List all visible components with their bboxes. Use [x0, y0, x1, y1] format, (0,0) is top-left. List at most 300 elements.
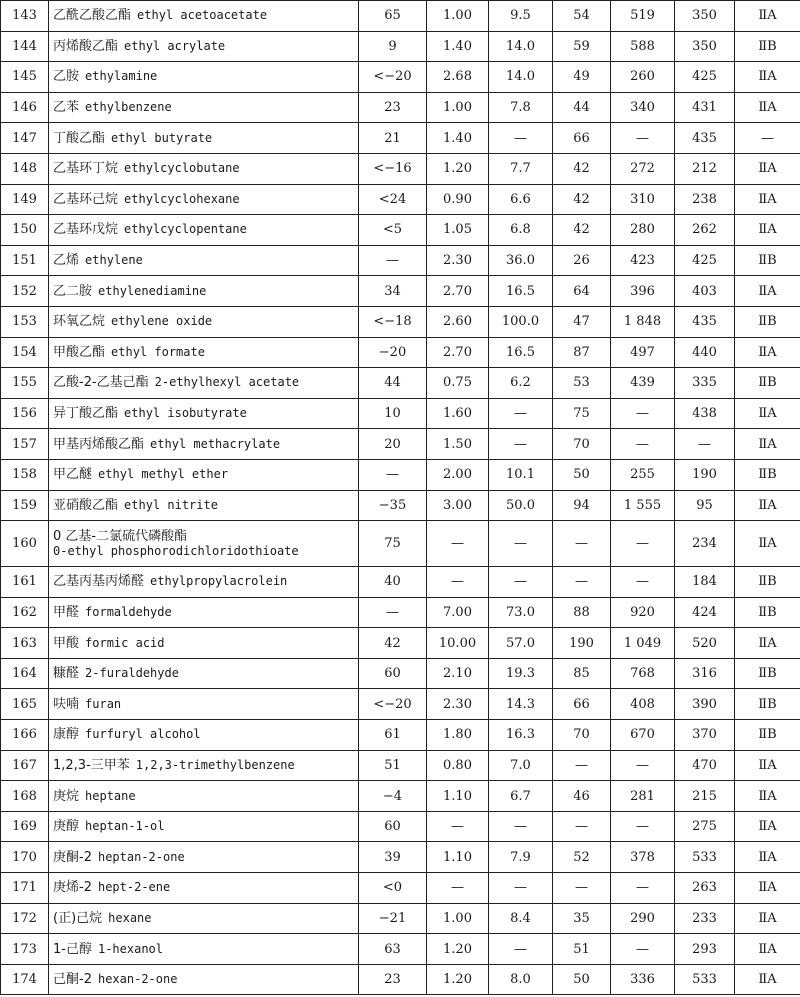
english-name: ethyl butyrate — [111, 130, 213, 145]
value-col-2: 1.10 — [427, 842, 489, 873]
value-col-7: ⅡB — [735, 459, 800, 490]
table-row — [1, 92, 800, 123]
value-col-1: <−16 — [359, 153, 427, 184]
value-col-1: <5 — [359, 215, 427, 246]
table-row — [1, 964, 800, 995]
value-col-5: 423 — [611, 245, 675, 276]
value-col-7: ⅡB — [735, 597, 800, 628]
value-col-5: 670 — [611, 720, 675, 751]
value-col-1: <−20 — [359, 62, 427, 93]
value-col-4: 44 — [553, 92, 611, 123]
value-col-7: ⅡA — [735, 873, 800, 904]
english-name: ethyl formate — [111, 344, 205, 359]
value-col-6: 95 — [675, 490, 735, 521]
value-col-2: 1.00 — [427, 903, 489, 934]
substance-name — [49, 842, 359, 873]
chinese-name: 甲乙醚 — [53, 467, 93, 483]
row-number: 170 — [1, 842, 49, 873]
value-col-5: — — [611, 398, 675, 429]
value-col-2: 2.68 — [427, 62, 489, 93]
value-col-5: 497 — [611, 337, 675, 368]
value-col-7: ⅡA — [735, 750, 800, 781]
value-col-4: — — [553, 750, 611, 781]
value-col-4: 35 — [553, 903, 611, 934]
row-number: 144 — [1, 31, 49, 62]
value-col-6: 435 — [675, 123, 735, 154]
value-col-6: 350 — [675, 1, 735, 32]
value-col-2: 1.00 — [427, 1, 489, 32]
value-col-7: ⅡA — [735, 521, 800, 567]
value-col-6: 403 — [675, 276, 735, 307]
value-col-6: 215 — [675, 781, 735, 812]
substance-name — [49, 567, 359, 598]
table-row — [1, 567, 800, 598]
chinese-name: 乙二胺 — [53, 283, 93, 299]
value-col-1: 63 — [359, 934, 427, 965]
chinese-name: 乙基丙基丙烯醛 — [53, 574, 145, 590]
value-col-4: 50 — [553, 459, 611, 490]
value-col-5: 1 848 — [611, 306, 675, 337]
value-col-4: 94 — [553, 490, 611, 521]
table-row — [1, 123, 800, 154]
value-col-4: 42 — [553, 184, 611, 215]
table-row — [1, 245, 800, 276]
value-col-5: 378 — [611, 842, 675, 873]
value-col-2: 1.10 — [427, 781, 489, 812]
row-number: 163 — [1, 628, 49, 659]
value-col-4: 88 — [553, 597, 611, 628]
value-col-3: 6.2 — [489, 368, 553, 399]
row-number: 167 — [1, 750, 49, 781]
value-col-1: −4 — [359, 781, 427, 812]
value-col-6: 435 — [675, 306, 735, 337]
value-col-2: 1.20 — [427, 153, 489, 184]
row-number: 161 — [1, 567, 49, 598]
value-col-3: 8.0 — [489, 964, 553, 995]
substance-name — [49, 720, 359, 751]
value-col-2: 2.60 — [427, 306, 489, 337]
english-name: 2-furaldehyde — [85, 666, 179, 681]
english-name: formic acid — [85, 635, 165, 650]
value-col-3: 10.1 — [489, 459, 553, 490]
value-col-5: 272 — [611, 153, 675, 184]
value-col-4: 26 — [553, 245, 611, 276]
value-col-6: 262 — [675, 215, 735, 246]
value-col-3: 16.5 — [489, 337, 553, 368]
table-row — [1, 31, 800, 62]
value-col-3: 8.4 — [489, 903, 553, 934]
value-col-5: — — [611, 123, 675, 154]
row-number: 151 — [1, 245, 49, 276]
value-col-7: ⅡB — [735, 368, 800, 399]
substance-name — [49, 658, 359, 689]
value-col-1: <−18 — [359, 306, 427, 337]
english-name: ethylcyclobutane — [124, 161, 240, 176]
value-col-6: 425 — [675, 62, 735, 93]
value-col-6: 431 — [675, 92, 735, 123]
chinese-name: 庚烷 — [53, 788, 80, 804]
value-col-7: ⅡA — [735, 337, 800, 368]
value-col-1: 23 — [359, 92, 427, 123]
value-col-7: ⅡB — [735, 31, 800, 62]
row-number: 164 — [1, 658, 49, 689]
value-col-5: 260 — [611, 62, 675, 93]
value-col-5: — — [611, 873, 675, 904]
value-col-4: — — [553, 873, 611, 904]
value-col-3: 19.3 — [489, 658, 553, 689]
value-col-5: 336 — [611, 964, 675, 995]
value-col-4: 42 — [553, 215, 611, 246]
table-body — [1, 1, 800, 995]
value-col-3: 6.6 — [489, 184, 553, 215]
value-col-1: −20 — [359, 337, 427, 368]
value-col-4: 47 — [553, 306, 611, 337]
substance-name — [49, 964, 359, 995]
table-row — [1, 720, 800, 751]
value-col-6: 293 — [675, 934, 735, 965]
value-col-3: 6.7 — [489, 781, 553, 812]
value-col-7: ⅡA — [735, 903, 800, 934]
value-col-6: 533 — [675, 964, 735, 995]
table-row — [1, 184, 800, 215]
table-row — [1, 153, 800, 184]
value-col-7: ⅡA — [735, 842, 800, 873]
value-col-7: ⅡA — [735, 184, 800, 215]
value-col-3: — — [489, 873, 553, 904]
value-col-4: 52 — [553, 842, 611, 873]
substance-name — [49, 521, 359, 567]
table-row — [1, 1, 800, 32]
value-col-3: 73.0 — [489, 597, 553, 628]
value-col-1: 20 — [359, 429, 427, 460]
row-number: 160 — [1, 521, 49, 567]
chinese-name: 亚硝酸乙酯 — [53, 497, 119, 513]
value-col-3: — — [489, 398, 553, 429]
english-name: hept-2-ene — [97, 880, 171, 895]
value-col-1: 40 — [359, 567, 427, 598]
substance-name — [49, 92, 359, 123]
table-row — [1, 597, 800, 628]
value-col-5: 439 — [611, 368, 675, 399]
english-name: heptan-1-ol — [85, 819, 165, 834]
english-name: hexane — [108, 910, 152, 925]
value-col-1: 9 — [359, 31, 427, 62]
value-col-4: 87 — [553, 337, 611, 368]
table-row — [1, 62, 800, 93]
substance-name — [49, 811, 359, 842]
table-row — [1, 215, 800, 246]
value-col-2: 2.30 — [427, 689, 489, 720]
table-row — [1, 521, 800, 567]
value-col-2: 0.80 — [427, 750, 489, 781]
value-col-2: 1.80 — [427, 720, 489, 751]
value-col-7: ⅡA — [735, 398, 800, 429]
row-number: 156 — [1, 398, 49, 429]
value-col-4: 46 — [553, 781, 611, 812]
value-col-2: — — [427, 521, 489, 567]
row-number: 153 — [1, 306, 49, 337]
english-name: ethyl nitrite — [124, 497, 218, 512]
value-col-3: — — [489, 567, 553, 598]
substance-name — [49, 306, 359, 337]
value-col-6: 184 — [675, 567, 735, 598]
substance-name — [49, 689, 359, 720]
value-col-3: — — [489, 123, 553, 154]
value-col-6: 233 — [675, 903, 735, 934]
chinese-name: 1-己醇 — [53, 941, 92, 957]
value-col-3: — — [489, 934, 553, 965]
value-col-3: 100.0 — [489, 306, 553, 337]
value-col-1: 44 — [359, 368, 427, 399]
value-col-6: 390 — [675, 689, 735, 720]
value-col-1: 60 — [359, 811, 427, 842]
value-col-7: ⅡB — [735, 306, 800, 337]
english-name: furan — [85, 696, 122, 711]
chinese-name: 乙酸-2-乙基己酯 — [53, 375, 149, 391]
english-name: ethylbenzene — [85, 100, 172, 115]
chinese-name: 乙酰乙酸乙酯 — [53, 8, 132, 24]
value-col-2: 1.20 — [427, 964, 489, 995]
substance-name — [49, 459, 359, 490]
value-col-7: — — [735, 123, 800, 154]
chinese-name: 己酮-2 — [53, 972, 92, 988]
value-col-2: 1.40 — [427, 31, 489, 62]
value-col-6: 438 — [675, 398, 735, 429]
value-col-6: 212 — [675, 153, 735, 184]
substance-name — [49, 31, 359, 62]
value-col-5: — — [611, 811, 675, 842]
row-number: 173 — [1, 934, 49, 965]
chinese-name: (正)己烷 — [53, 910, 103, 926]
value-col-2: 2.30 — [427, 245, 489, 276]
value-col-5: 1 049 — [611, 628, 675, 659]
value-col-4: 64 — [553, 276, 611, 307]
row-number: 172 — [1, 903, 49, 934]
value-col-1: −21 — [359, 903, 427, 934]
table-row — [1, 429, 800, 460]
table-row — [1, 934, 800, 965]
value-col-5: 588 — [611, 31, 675, 62]
value-col-6: — — [675, 429, 735, 460]
value-col-1: <0 — [359, 873, 427, 904]
english-name: ethyl acrylate — [124, 38, 226, 53]
value-col-2: 3.00 — [427, 490, 489, 521]
chinese-name: 康醇 — [53, 727, 80, 743]
row-number: 149 — [1, 184, 49, 215]
chinese-name: 乙基环丁烷 — [53, 161, 119, 177]
chinese-name: 丙烯酸乙酯 — [53, 38, 119, 54]
substance-name — [49, 750, 359, 781]
value-col-2: — — [427, 567, 489, 598]
row-number: 147 — [1, 123, 49, 154]
value-col-2: 2.00 — [427, 459, 489, 490]
value-col-2: — — [427, 873, 489, 904]
table-row — [1, 337, 800, 368]
chinese-name: 庚酮-2 — [53, 849, 92, 865]
value-col-7: ⅡB — [735, 567, 800, 598]
value-col-3: 7.9 — [489, 842, 553, 873]
value-col-1: <24 — [359, 184, 427, 215]
value-col-5: — — [611, 429, 675, 460]
value-col-7: ⅡA — [735, 153, 800, 184]
value-col-3: 36.0 — [489, 245, 553, 276]
english-name: 1,2,3-trimethylbenzene — [135, 757, 295, 772]
value-col-6: 520 — [675, 628, 735, 659]
value-col-7: ⅡA — [735, 215, 800, 246]
value-col-7: ⅡB — [735, 689, 800, 720]
value-col-2: 2.70 — [427, 337, 489, 368]
value-col-4: 70 — [553, 720, 611, 751]
value-col-2: 1.20 — [427, 934, 489, 965]
value-col-6: 440 — [675, 337, 735, 368]
value-col-5: 290 — [611, 903, 675, 934]
table-row — [1, 368, 800, 399]
row-number: 157 — [1, 429, 49, 460]
value-col-6: 424 — [675, 597, 735, 628]
value-col-5: — — [611, 934, 675, 965]
value-col-3: — — [489, 521, 553, 567]
value-col-1: −35 — [359, 490, 427, 521]
value-col-3: — — [489, 811, 553, 842]
substance-name — [49, 337, 359, 368]
table-row — [1, 781, 800, 812]
value-col-2: 1.40 — [427, 123, 489, 154]
english-name: ethyl isobutyrate — [124, 406, 247, 421]
row-number: 154 — [1, 337, 49, 368]
chinese-name: 乙胺 — [53, 69, 80, 85]
substance-name — [49, 276, 359, 307]
value-col-7: ⅡA — [735, 1, 800, 32]
value-col-7: ⅡA — [735, 964, 800, 995]
row-number: 152 — [1, 276, 49, 307]
value-col-6: 263 — [675, 873, 735, 904]
table-row — [1, 689, 800, 720]
value-col-3: 6.8 — [489, 215, 553, 246]
table-row — [1, 842, 800, 873]
row-number: 158 — [1, 459, 49, 490]
chinese-name: 甲基丙烯酸乙酯 — [53, 436, 145, 452]
table-row — [1, 276, 800, 307]
value-col-7: ⅡB — [735, 245, 800, 276]
english-name: 2-ethylhexyl acetate — [154, 375, 300, 390]
value-col-1: — — [359, 459, 427, 490]
value-col-3: 14.0 — [489, 62, 553, 93]
value-col-1: 51 — [359, 750, 427, 781]
row-number: 169 — [1, 811, 49, 842]
chinese-name: 甲醛 — [53, 604, 80, 620]
value-col-2: 2.70 — [427, 276, 489, 307]
value-col-1: — — [359, 597, 427, 628]
value-col-4: 54 — [553, 1, 611, 32]
value-col-4: 50 — [553, 964, 611, 995]
value-col-5: — — [611, 750, 675, 781]
substance-name — [49, 873, 359, 904]
substance-name — [49, 934, 359, 965]
table-row — [1, 811, 800, 842]
chinese-name: 0 乙基-二氯硫代磷酸酯 — [53, 528, 188, 544]
row-number: 159 — [1, 490, 49, 521]
value-col-4: 190 — [553, 628, 611, 659]
substance-name — [49, 429, 359, 460]
value-col-7: ⅡA — [735, 92, 800, 123]
table-row — [1, 398, 800, 429]
table-row — [1, 490, 800, 521]
row-number: 162 — [1, 597, 49, 628]
english-name: ethyl acetoacetate — [137, 8, 268, 23]
substance-name — [49, 398, 359, 429]
row-number: 146 — [1, 92, 49, 123]
value-col-1: — — [359, 245, 427, 276]
english-name: ethylamine — [85, 69, 158, 84]
substance-name — [49, 62, 359, 93]
value-col-4: 70 — [553, 429, 611, 460]
value-col-2: 0.75 — [427, 368, 489, 399]
english-name: furfuryl alcohol — [85, 727, 201, 742]
value-col-4: 85 — [553, 658, 611, 689]
substance-name — [49, 1, 359, 32]
row-number: 168 — [1, 781, 49, 812]
value-col-7: ⅡA — [735, 490, 800, 521]
substance-name — [49, 368, 359, 399]
value-col-7: ⅡA — [735, 62, 800, 93]
value-col-3: 7.0 — [489, 750, 553, 781]
substance-name — [49, 245, 359, 276]
value-col-2: 1.50 — [427, 429, 489, 460]
value-col-5: 408 — [611, 689, 675, 720]
value-col-3: 9.5 — [489, 1, 553, 32]
value-col-1: 23 — [359, 964, 427, 995]
row-number: 145 — [1, 62, 49, 93]
chinese-name: 乙烯 — [53, 253, 80, 269]
value-col-2: 7.00 — [427, 597, 489, 628]
value-col-6: 533 — [675, 842, 735, 873]
substance-name — [49, 153, 359, 184]
value-col-4: 66 — [553, 123, 611, 154]
english-name: ethylenediamine — [98, 283, 207, 298]
value-col-5: 396 — [611, 276, 675, 307]
chinese-name: 甲酸 — [53, 635, 80, 651]
value-col-6: 234 — [675, 521, 735, 567]
value-col-6: 335 — [675, 368, 735, 399]
english-name: ethylene — [85, 253, 143, 268]
english-name: formaldehyde — [85, 604, 172, 619]
english-name: ethyl methyl ether — [98, 467, 229, 482]
value-col-3: 14.0 — [489, 31, 553, 62]
value-col-4: 59 — [553, 31, 611, 62]
value-col-1: 61 — [359, 720, 427, 751]
value-col-5: — — [611, 521, 675, 567]
value-col-5: 920 — [611, 597, 675, 628]
value-col-7: ⅡA — [735, 628, 800, 659]
value-col-4: — — [553, 567, 611, 598]
value-col-4: 51 — [553, 934, 611, 965]
value-col-3: 14.3 — [489, 689, 553, 720]
value-col-1: 10 — [359, 398, 427, 429]
value-col-2: 1.60 — [427, 398, 489, 429]
english-name: ethylpropylacrolein — [150, 574, 288, 589]
value-col-4: 53 — [553, 368, 611, 399]
chinese-name: 庚烯-2 — [53, 880, 92, 896]
value-col-1: 42 — [359, 628, 427, 659]
substance-name — [49, 628, 359, 659]
value-col-6: 190 — [675, 459, 735, 490]
value-col-1: 39 — [359, 842, 427, 873]
value-col-2: 1.00 — [427, 92, 489, 123]
value-col-7: ⅡA — [735, 811, 800, 842]
value-col-1: 21 — [359, 123, 427, 154]
row-number: 171 — [1, 873, 49, 904]
value-col-3: 7.8 — [489, 92, 553, 123]
